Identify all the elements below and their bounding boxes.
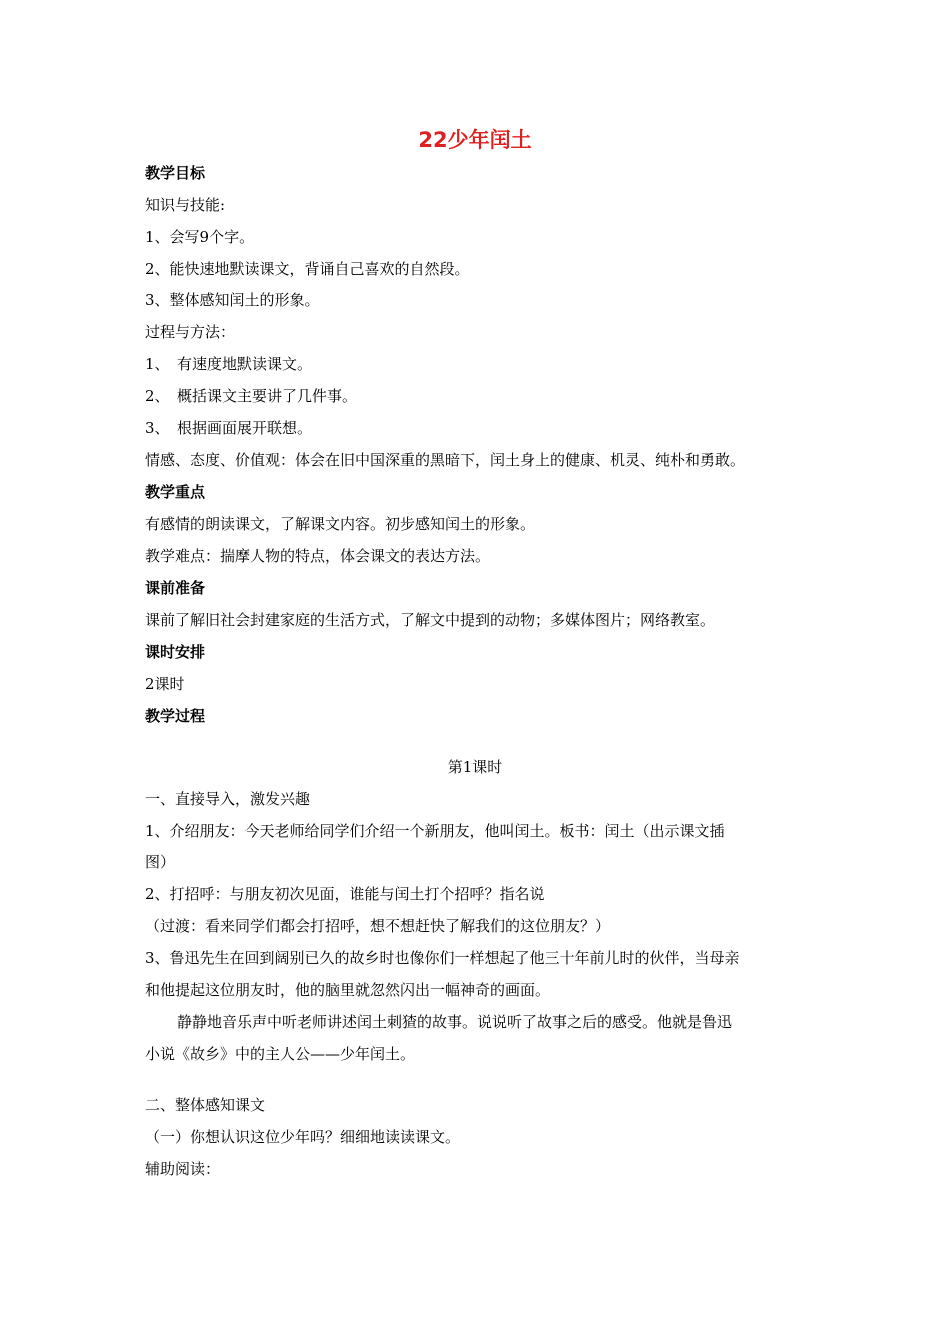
s1-transition: （过渡：看来同学们都会打招呼，想不想赶快了解我们的这位朋友？） xyxy=(145,917,611,935)
s2-subsection: （一）你想认识这位少年吗？细细地读读课文。 xyxy=(145,1128,461,1146)
lesson1-heading: 第1课时 xyxy=(447,758,503,776)
knowledge-heading: 知识与技能: xyxy=(145,196,226,214)
difficulty-text: 教学难点：揣摩人物的特点，体会课文的表达方法。 xyxy=(145,547,491,565)
section1-heading: 一、直接导入，激发兴趣 xyxy=(145,790,311,808)
goals-heading: 教学目标 xyxy=(145,164,206,182)
process-item: 3、 根据画面展开联想。 xyxy=(145,419,313,437)
s1-item2: 2、打招呼：与朋友初次见面，谁能与闰土打个招呼？指名说 xyxy=(145,885,545,903)
emotion-goal: 情感、态度、价值观：体会在旧中国深重的黑暗下，闰土身上的健康、机灵、纯朴和勇敢。 xyxy=(145,451,746,469)
key-heading: 教学重点 xyxy=(145,483,206,501)
prep-heading: 课前准备 xyxy=(145,579,206,597)
s1-item1-line2: 图） xyxy=(145,853,176,871)
schedule-heading: 课时安排 xyxy=(145,643,206,661)
procedure-heading: 教学过程 xyxy=(145,707,206,725)
knowledge-item: 1、会写9个字。 xyxy=(145,228,255,246)
document-title: 22少年闰土 xyxy=(418,128,532,152)
s1-para-line2: 小说《故乡》中的主人公——少年闰土。 xyxy=(145,1045,416,1063)
knowledge-item: 2、能快速地默读课文，背诵自己喜欢的自然段。 xyxy=(145,260,470,278)
knowledge-item: 3、整体感知闰土的形象。 xyxy=(145,291,320,309)
s2-aid: 辅助阅读： xyxy=(145,1160,221,1178)
key-text: 有感情的朗读课文，了解课文内容。初步感知闰土的形象。 xyxy=(145,515,536,533)
process-item: 2、 概括课文主要讲了几件事。 xyxy=(145,387,358,405)
section2-heading: 二、整体感知课文 xyxy=(145,1096,266,1114)
process-item: 1、 有速度地默读课文。 xyxy=(145,355,313,373)
prep-text: 课前了解旧社会封建家庭的生活方式，了解文中提到的动物；多媒体图片；网络教室。 xyxy=(145,611,716,629)
s1-para-line1: 静静地音乐声中听老师讲述闰土刺猹的故事。说说听了故事之后的感受。他就是鲁迅 xyxy=(177,1013,733,1031)
s1-item1-line1: 1、介绍朋友：今天老师给同学们介绍一个新朋友，他叫闰土。板书：闰土（出示课文插 xyxy=(145,822,725,840)
process-heading: 过程与方法： xyxy=(145,323,236,341)
schedule-text: 2课时 xyxy=(145,675,185,693)
s1-item3-line1: 3、鲁迅先生在回到阔别已久的故乡时也像你们一样想起了他三十年前儿时的伙伴，当母亲 xyxy=(145,949,740,967)
s1-item3-line2: 和他提起这位朋友时，他的脑里就忽然闪出一幅神奇的画面。 xyxy=(145,981,551,999)
